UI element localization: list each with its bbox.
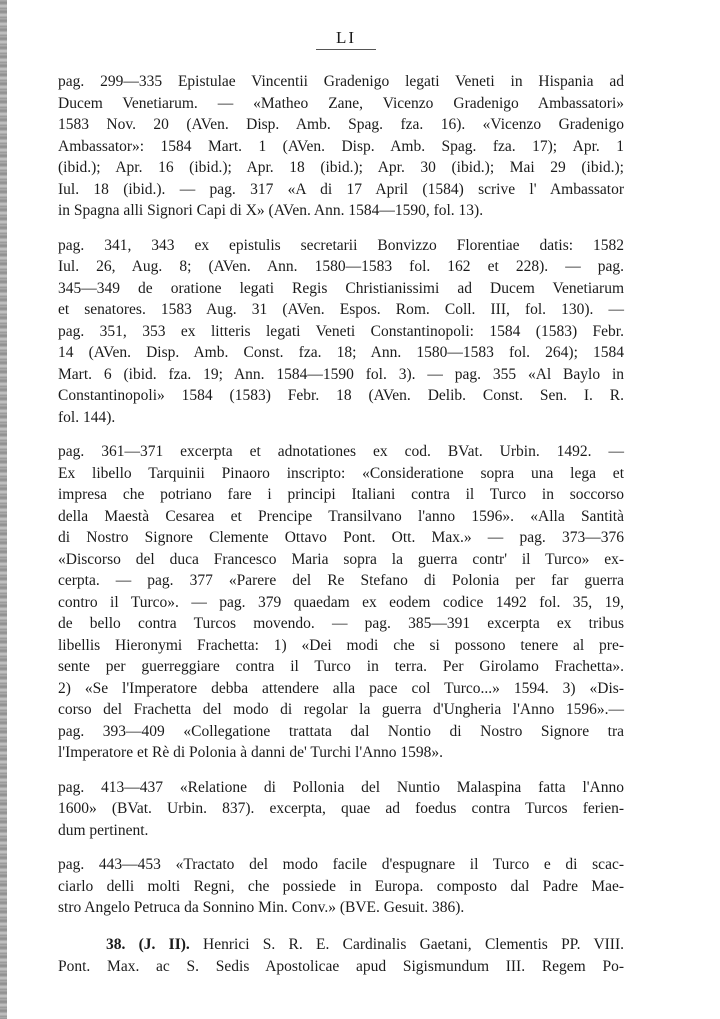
text-line: 2) «Se l'Imperatore debba attendere alla pace col Turco...» 1594. 3) «Dis- [58, 679, 624, 697]
text-line: Ambassator»: 1584 Mart. 1 (AVen. Disp. Amb. Spag. fza. 17); Apr. 1 [58, 137, 624, 155]
page-number: LI [335, 28, 357, 47]
text-line: in Spagna alli Signori Capi di X» (AVen. Ann. 1584—1590, fol. 13). [58, 202, 484, 219]
paragraph [58, 235, 624, 429]
header-rule [316, 49, 376, 50]
text-line: pag. 299—335 Epistulae Vincentii Gradenigo legati Veneti in Hispania ad [58, 73, 624, 90]
text-body [58, 71, 624, 932]
text-line: pag. 351, 353 ex litteris legati Veneti Constantinopoli: 1584 (1583) Febr. [58, 322, 624, 340]
text-line: Ducem Venetiarum. — «Matheo Zane, Vicenzo Gradenigo Ambassatori» [58, 94, 624, 112]
text-line: 14 (AVen. Disp. Amb. Const. fza. 18; Ann. 1580—1583 fol. 264); 1584 [58, 344, 624, 361]
text-line: della Maestà Cesarea et Prencipe Transilvano l'anno 1596». «Alla Santità [58, 507, 624, 525]
text-line: stro Angelo Petruca da Sonnino Min. Conv.» (BVE. Gesuit. 386). [58, 899, 465, 916]
entry-text: Henrici S. R. E. Cardinalis Gaetani, Clementis PP. VIII. [189, 936, 624, 953]
text-line: fol. 144). [58, 408, 116, 426]
paragraph [58, 854, 624, 919]
text-line: cerpta. — pag. 377 «Parere del Re Stefano di Polonia per far guerra [58, 572, 624, 589]
text-line: «Discorso del duca Francesco Maria sopra la guerra contr' il Turco» ex- [58, 550, 624, 568]
text-line: de bello contra Turcos movendo. — pag. 385—391 excerpta ex tribus [58, 615, 624, 632]
paragraph [58, 777, 624, 842]
text-line: Constantinopoli» 1584 (1583) Febr. 18 (AVen. Delib. Const. Sen. I. R. [58, 387, 624, 404]
text-line: dum pertinent. [58, 821, 149, 839]
text-line: sente per guerreggiare contra il Turco in terra. Per Girolamo Frachetta». [58, 658, 624, 675]
entry-number: 38. (J. II). [106, 936, 190, 953]
text-line: 345—349 de oratione legati Regis Christianissimi ad Ducem Venetiarum [58, 279, 624, 297]
text-line: 1600» (BVat. Urbin. 837). excerpta, quae ad foedus contra Turcos ferien- [58, 800, 624, 817]
scan-edge [0, 0, 7, 1019]
text-line: di Nostro Signore Clemente Ottavo Pont. Ott. Max.» — pag. 373—376 [58, 529, 624, 546]
paragraph [58, 71, 624, 222]
text-line: et senatores. 1583 Aug. 31 (AVen. Espos. Rom. Coll. III, fol. 130). — [58, 301, 624, 318]
paragraph [58, 441, 624, 764]
text-line: impresa che potriano fare i principi Italiani contra il Turco in soccorso [58, 486, 624, 503]
entry-line: Pont. Max. ac S. Sedis Apostolicae apud Sigismundum III. Regem Po- [58, 957, 624, 975]
text-line: ciarlo delli molti Regni, che possiede in Europa. composto dal Padre Mae- [58, 877, 624, 895]
text-line: (ibid.); Apr. 16 (ibid.); Apr. 18 (ibid.); Apr. 30 (ibid.); Mai 29 (ibid.); [58, 159, 624, 176]
text-line: pag. 413—437 «Relatione di Pollonia del Nuntio Malaspina fatta l'Anno [58, 778, 624, 796]
text-line: pag. 443—453 «Tractato del modo facile d'espugnare il Turco e di scac- [58, 856, 624, 873]
text-line: pag. 393—409 «Collegatione trattata dal Nontio di Nostro Signore tra [58, 722, 624, 740]
text-line: Iul. 26, Aug. 8; (AVen. Ann. 1580—1583 fol. 162 et 228). — pag. [58, 258, 624, 275]
entry-heading [58, 934, 624, 977]
text-line: contro il Turco». — pag. 379 quaedam ex eodem codice 1492 fol. 35, 19, [58, 593, 624, 611]
text-line: corso del Frachetta del modo di regolar la guerra d'Ungheria l'Anno 1596».— [58, 701, 624, 718]
entry-line [58, 934, 624, 956]
text-line: Iul. 18 (ibid.). — pag. 317 «A di 17 April (1584) scrive l' Ambassator [58, 180, 624, 198]
text-line: pag. 361—371 excerpta et adnotationes ex cod. BVat. Urbin. 1492. — [58, 443, 624, 460]
text-line: libellis Hieronymi Frachetta: 1) «Dei modi che si possono tenere al pre- [58, 636, 624, 654]
text-line: pag. 341, 343 ex epistulis secretarii Bonvizzo Florentiae datis: 1582 [58, 236, 624, 254]
text-line: Mart. 6 (ibid. fza. 19; Ann. 1584—1590 fol. 3). — pag. 355 «Al Baylo in [58, 365, 624, 383]
text-line: Ex libello Tarquinii Pinaoro inscripto: «Consideratione sopra una lega et [58, 464, 624, 482]
text-line: 1583 Nov. 20 (AVen. Disp. Amb. Spag. fza. 16). «Vicenzo Gradenigo [58, 116, 624, 133]
text-line: l'Imperatore et Rè di Polonia à danni de' Turchi l'Anno 1598». [58, 744, 444, 761]
